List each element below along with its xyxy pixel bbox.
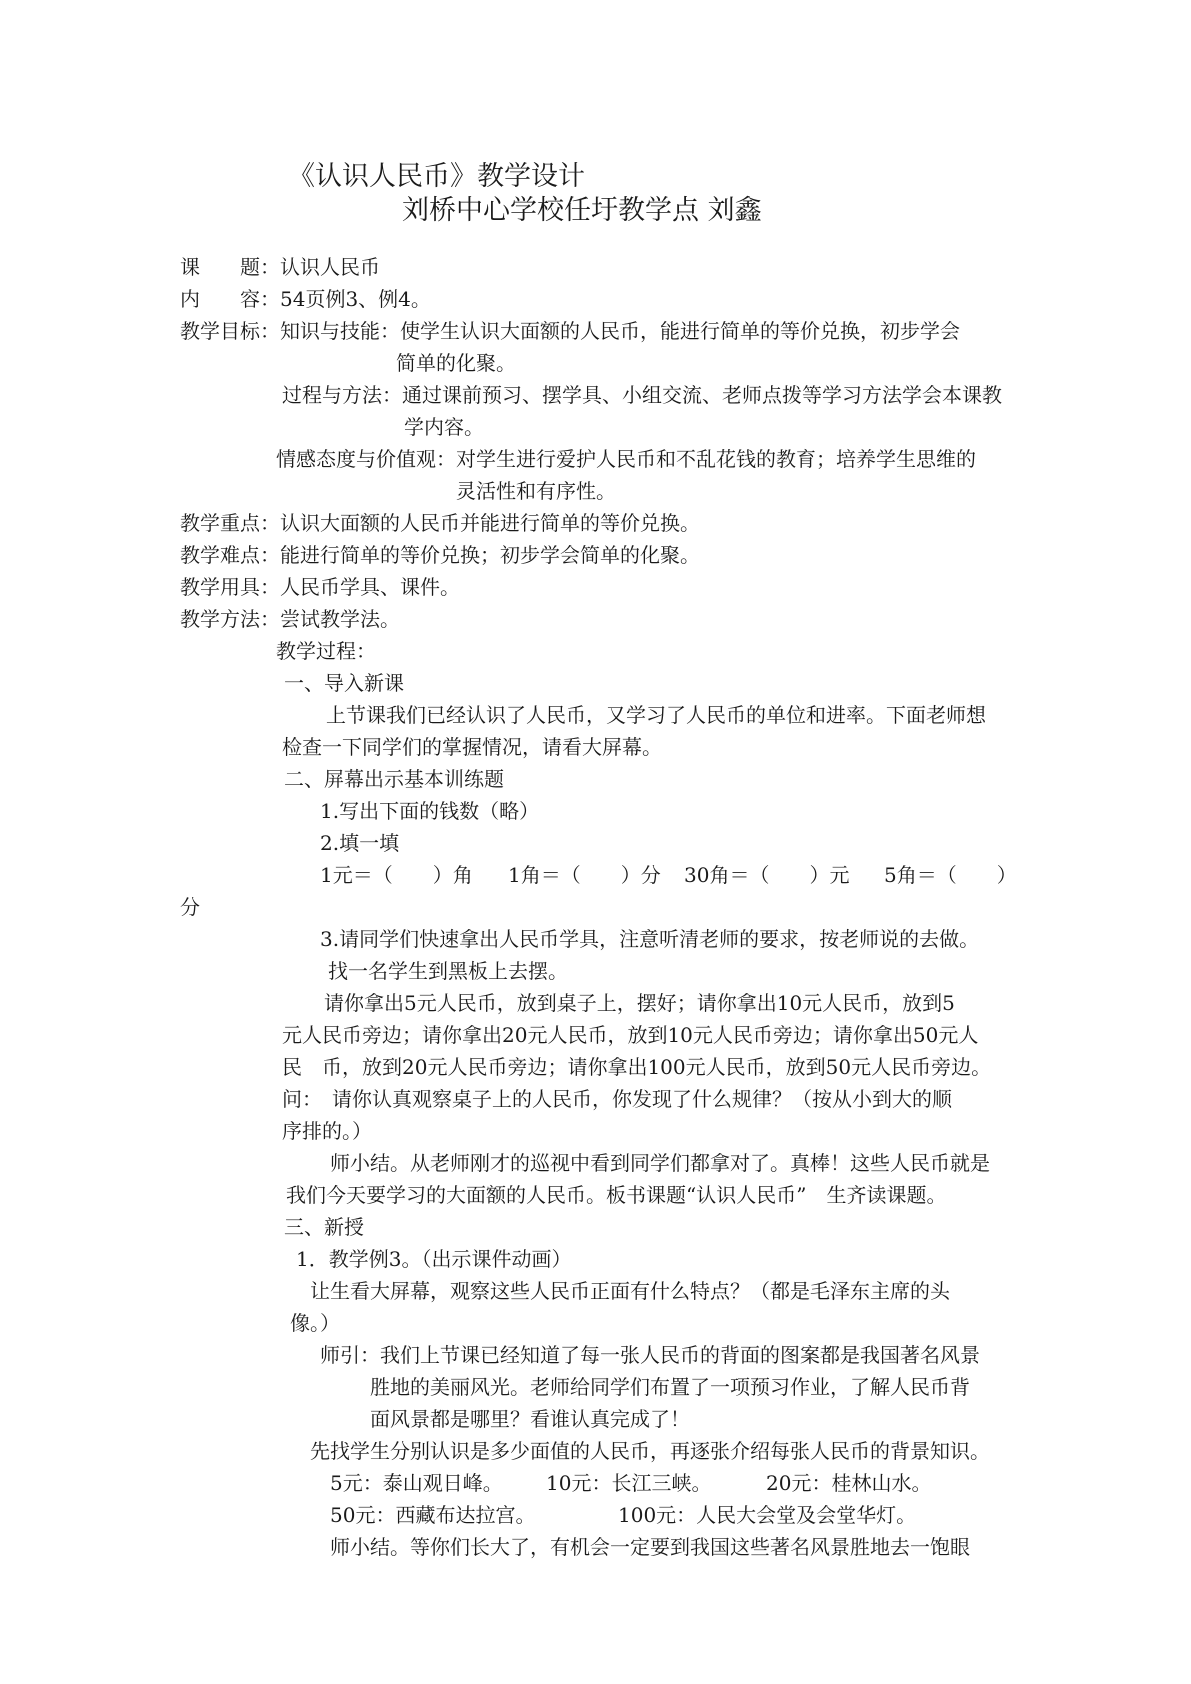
fill-blank-2: 1角＝（ ）分 <box>508 863 661 887</box>
paragraph-2-line-5: 序排的。） <box>282 1119 372 1143</box>
paragraph-2-line-3: 民 币，放到20元人民币旁边；请你拿出100元人民币，放到50元人民币旁边。 <box>282 1055 992 1079</box>
fill-blank-4: 5角＝（ ） <box>884 863 1017 887</box>
difficulty: 教学难点：能进行简单的等价兑换；初步学会简单的化聚。 <box>180 543 700 567</box>
question-2: 2.填一填 <box>320 831 400 855</box>
fill-blank-1: 1元＝（ ）角 <box>320 863 473 887</box>
teaching-goal-knowledge-cont: 简单的化聚。 <box>396 351 516 375</box>
paragraph-1-line-1: 上节课我们已经认识了人民币，又学习了人民币的单位和进率。下面老师想 <box>326 703 986 727</box>
process-heading: 教学过程： <box>276 639 376 663</box>
example-3-line-1: 让生看大屏幕，观察这些人民币正面有什么特点？（都是毛泽东主席的头 <box>310 1279 950 1303</box>
document-title: 《认识人民币》教学设计 <box>288 161 585 192</box>
summary-line: 师小结。等你们长大了，有机会一定要到我国这些著名风景胜地去一饱眼 <box>330 1535 970 1559</box>
teacher-guide-line-3: 面风景都是哪里？看谁认真完成了！ <box>370 1407 690 1431</box>
paragraph-1-line-2: 检查一下同学们的掌握情况，请看大屏幕。 <box>282 735 662 759</box>
section-2-heading: 二、屏幕出示基本训练题 <box>284 767 504 791</box>
teaching-method: 教学方法：尝试教学法。 <box>180 607 400 631</box>
paragraph-3-line-2: 我们今天要学习的大面额的人民币。板书课题“认识人民币” 生齐读课题。 <box>286 1183 947 1207</box>
example-3-line-2: 像。） <box>290 1311 340 1335</box>
banknote-20: 20元：桂林山水。 <box>766 1471 932 1495</box>
question-3-cont: 找一名学生到黑板上去摆。 <box>328 959 568 983</box>
key-point: 教学重点：认识大面额的人民币并能进行简单的等价兑换。 <box>180 511 700 535</box>
teacher-guide-line-1: 师引：我们上节课已经知道了每一张人民币的背面的图案都是我国著名风景 <box>320 1343 980 1367</box>
lesson-content: 内 容：54页例3、例4。 <box>180 287 431 311</box>
paragraph-2-line-2: 元人民币旁边；请你拿出20元人民币，放到10元人民币旁边；请你拿出50元人 <box>282 1023 979 1047</box>
banknote-5: 5元：泰山观日峰。 <box>330 1471 503 1495</box>
teaching-goal-emotion: 情感态度与价值观：对学生进行爱护人民币和不乱花钱的教育；培养学生思维的 <box>276 447 976 471</box>
banknote-10: 10元：长江三峡。 <box>546 1471 712 1495</box>
teaching-goal-knowledge: 教学目标：知识与技能：使学生认识大面额的人民币，能进行简单的等价兑换，初步学会 <box>180 319 960 343</box>
teaching-goal-process-cont: 学内容。 <box>404 415 484 439</box>
teaching-goal-emotion-cont: 灵活性和有序性。 <box>456 479 616 503</box>
paragraph-2-line-4: 问： 请你认真观察桌子上的人民币，你发现了什么规律？（按从小到大的顺 <box>282 1087 952 1111</box>
example-3-heading: 1．教学例3。（出示课件动画） <box>296 1247 572 1271</box>
teaching-tools: 教学用具：人民币学具、课件。 <box>180 575 460 599</box>
paragraph-3-line-1: 师小结。从老师刚才的巡视中看到同学们都拿对了。真棒！这些人民币就是 <box>330 1151 990 1175</box>
teaching-goal-process: 过程与方法：通过课前预习、摆学具、小组交流、老师点拨等学习方法学会本课教 <box>282 383 1002 407</box>
fill-blank-4-unit: 分 <box>180 895 200 919</box>
section-3-heading: 三、新授 <box>284 1215 364 1239</box>
section-1-heading: 一、导入新课 <box>284 671 404 695</box>
introduction-line: 先找学生分别认识是多少面值的人民币，再逐张介绍每张人民币的背景知识。 <box>310 1439 990 1463</box>
teacher-guide-line-2: 胜地的美丽风光。老师给同学们布置了一项预习作业，了解人民币背 <box>370 1375 970 1399</box>
lesson-topic: 课 题：认识人民币 <box>180 255 380 279</box>
document-author: 刘桥中心学校任圩教学点 刘鑫 <box>402 195 762 226</box>
banknote-100: 100元：人民大会堂及会堂华灯。 <box>618 1503 917 1527</box>
paragraph-2-line-1: 请你拿出5元人民币，放到桌子上，摆好；请你拿出10元人民币，放到5 <box>324 991 955 1015</box>
banknote-50: 50元：西藏布达拉宫。 <box>330 1503 536 1527</box>
fill-blank-3: 30角＝（ ）元 <box>684 863 850 887</box>
question-1: 1.写出下面的钱数（略） <box>320 799 540 823</box>
question-3: 3.请同学们快速拿出人民币学具，注意听清老师的要求，按老师说的去做。 <box>320 927 980 951</box>
